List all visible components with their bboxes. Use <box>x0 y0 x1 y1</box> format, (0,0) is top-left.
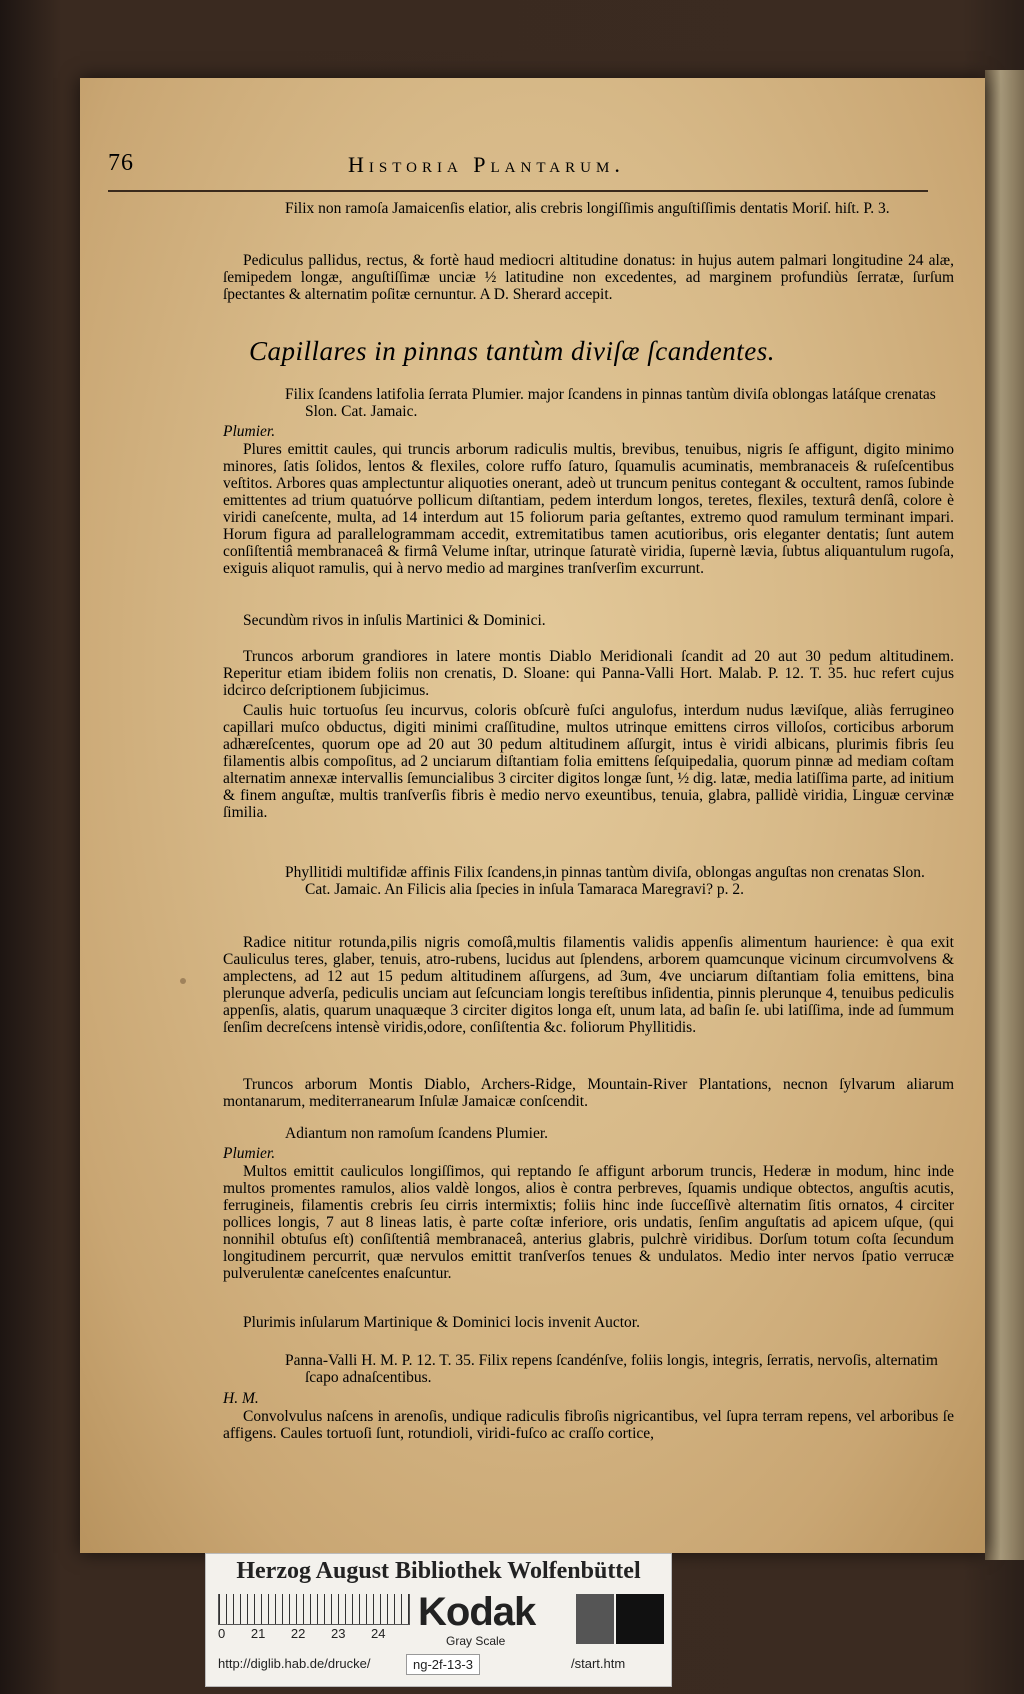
author-note <box>0 1145 1024 1162</box>
paragraph-text: Radice nititur rotunda,pilis nigris comoſâ,multis filamentis validis appenſis alimentum haurience: è qua exit Cauliculus teres, glaber, tenuis, atro-rubens, lucidus aut ſplendens, arborem quamcunque vicinum circumvolvens & amplectens, ad 12 aut 15 pedum altitudinem aſſurgens, ad 3um, 4ve unciarum diſtantiam folia emittens, bina plerunque adverſa, pediculis unciam aut ſeſcunciam longis tereſtibus inſidentia, pinnis plerunque 4, tenuibus pediculis appenſis, alatis, quarum unaquæque 3 circiter digitos longa eſt, unum lata, ad baſin ſe. ubi latiſſima, inde ad ſummum ſenſim decreſcens intensè viridis,odore, conſiſtentia &c. foliorum Phyllitidis. <box>223 934 954 1036</box>
start-link[interactable]: /start.htm <box>571 1656 626 1671</box>
paragraph-text: Pediculus pallidus, rectus, & fortè haud mediocri altitudine donatus: in hujus autem palmari longitudine 24 alæ, ſemipedem longæ, anguſtiſſimæ unciæ ½ latitudine non excedentes, ad marginem profundiùs ſerratæ, ſurſum ſpectantes & alternatim poſitæ cernuntur. A D. Sherard accepit. <box>223 252 954 303</box>
shelfmark: ng-2f-13-3 <box>406 1654 480 1675</box>
entry-title: Filix non ramoſa Jamaicenſis elatior, alis crebris longiſſimis anguſtiſſimis dentatis Moriſ. hiſt. P. 3. <box>285 200 890 217</box>
paragraph <box>0 1408 1024 1442</box>
paragraph <box>0 934 1024 1036</box>
entry-panna-valli <box>0 1352 1024 1386</box>
page-header <box>108 150 928 192</box>
entry-title: Filix ſcandens latifolia ſerrata Plumier. major ſcandens in pinnas tantùm diviſa oblongas latáſque crenatas Slon. Cat. Jamaic. <box>285 386 936 420</box>
paragraph-text: Convolvulus naſcens in arenoſis, undique radiculis fibroſis nigricantibus, vel ſupra terram repens, vel arboribus ſe affigens. Caules tortuoſi ſunt, rotundioli, viridi-fuſco ac craſſo cortice, <box>223 1408 954 1442</box>
paragraph <box>0 441 1024 577</box>
paragraph <box>0 648 1024 699</box>
paragraph <box>0 1314 1024 1331</box>
note-text: Plumier. <box>223 423 276 440</box>
section-heading: Capillares in pinnas tantùm diviſæ ſcandentes. <box>249 336 775 366</box>
gray-scale-label: Gray Scale <box>446 1634 506 1648</box>
note-text: Plumier. <box>223 1145 276 1162</box>
ruler-numbers: 0 21 22 23 24 <box>218 1626 386 1641</box>
kodak-logo: Kodak <box>418 1590 536 1634</box>
paragraph <box>0 702 1024 821</box>
paragraph <box>0 1076 1024 1110</box>
author-note <box>0 1390 1024 1407</box>
scale-ruler <box>218 1594 410 1625</box>
entry-title: Panna-Valli H. M. P. 12. T. 35. Filix repens ſcandénſve, foliis longis, integris, ſerratis, nervoſis, alternatim ſcapo adnaſcentibus. <box>285 1352 938 1386</box>
author-note <box>0 423 1024 440</box>
grey-patch <box>576 1594 614 1644</box>
paragraph <box>0 252 1024 303</box>
library-name: Herzog August Bibliothek Wolfenbüttel <box>236 1558 641 1584</box>
library-scan-label <box>205 1553 672 1687</box>
paragraph-text: Caulis huic tortuoſus ſeu incurvus, coloris obſcurè fuſci angulofus, interdum nudus læviſque, aliàs ferrugineo capillari muſco obductus, digiti minimi craſſitudine, multos utrinque emittens cirros villoſos, corticibus arborum adhæreſcentes, quorum ope ad 20 aut 30 pedum altitudinem aſſurgit, intus è viridi albicans, plurimis fibris ſeu filamentis albis compoſitus, ad 2 unciarum diſtantiam folia emittens ſeſquipedalia, quorum pinnæ ad mediam coſtam alternatim annexæ intervallis ſemuncialibus 3 circiter digitos longæ ſunt, ½ dig. latæ, media latiſſima parte, ad initium & finem anguſtæ, multis tranſverſis fibris è medio nervo exeuntibus, tenuia, glabra, pallidè viridia, Linguæ cervinæ ſimilia. <box>223 702 954 821</box>
paragraph-text: Multos emittit cauliculos longiſſimos, qui reptando ſe affigunt arborum truncis, Hederæ in modum, hinc inde multos promentes ramulos, alios valdè longos, alios è contra perbreves, ſquamis undique obtectos, anguſtis acutis, ferrugineis, filamentis crebris ſeu cirris intermixtis; foliis hinc inde ſucceſſivè alternatim ſitis ornatos, 4 circiter pollices longis, 7 aut 8 lineas latis, è parte coſtæ inferiore, oris undatis, ſenſim anguſtatis ad apicem uſque, (qui nonnihil obtuſus eſt) conſiſtentiâ membranaceâ, anterius glabris, pulchrè viridibus. Dorſum totum coſta ſecundum longitudinem percurrit, quæ nervulos emittit tranſverſos tenues & undulatos. Medio inter nervos ſpatio verrucæ pulverulentæ caneſcentes enaſcuntur. <box>223 1163 954 1282</box>
entry-phyllitidi <box>0 864 1024 898</box>
entry-filix-non-ramosa <box>0 200 1024 217</box>
paragraph-text: Secundùm rivos in inſulis Martinici & Dominici. <box>243 612 546 629</box>
entry-title: Adiantum non ramoſum ſcandens Plumier. <box>285 1125 549 1142</box>
library-url[interactable]: http://diglib.hab.de/drucke/ <box>218 1656 371 1671</box>
entry-title: Phyllitidi multifidæ affinis Filix ſcandens,in pinnas tantùm diviſa, oblongas anguſtas non crenatas Slon. Cat. Jamaic. An Filicis alia ſpecies in inſula Tamaraca Maregravi? p. 2. <box>285 864 925 898</box>
note-text: H. M. <box>223 1390 259 1407</box>
paragraph-text: Plurimis inſularum Martinique & Dominici locis invenit Auctor. <box>243 1314 640 1331</box>
paragraph <box>0 1163 1024 1282</box>
running-title: Historia Plantarum. <box>348 152 625 177</box>
paragraph-text: Truncos arborum grandiores in latere montis Diablo Meridionali ſcandit ad 20 aut 30 pedum altitudinem. Reperitur etiam ibidem foliis non crenatis, D. Sloane: qui Panna-Valli Hort. Malab. P. 12. T. 35. huc refert cujus idcirco deſcriptionem ſubjicimus. <box>223 648 954 699</box>
entry-filix-scandens-latifolia <box>0 386 1024 420</box>
black-patch <box>616 1594 664 1644</box>
entry-adiantum <box>0 1125 1024 1142</box>
paragraph-text: Truncos arborum Montis Diablo, Archers-Ridge, Mountain-River Plantations, necnon ſylvarum aliarum montanarum, mediterranearum Inſulæ Jamaicæ conſcendit. <box>223 1076 954 1110</box>
page-number: 76 <box>108 150 134 176</box>
paragraph <box>0 612 1024 629</box>
paragraph-text: Plures emittit caules, qui truncis arborum radiculis multis, brevibus, tenuibus, nigris ſe affigunt, digito minimo minores, ſatis ſolidos, lentos & flexiles, colore ruffo ſaturo, ſquamulis acuminatis, membranaceis & ruſeſcentibus veſtitos. Arbores quas amplectuntur aliquoties onerant, adeò ut truncum penitus contegant & occultent, ramos ſubinde emittentes ad trium quatuórve pollicum diſtantiam, pedem interdum longos, teretes, flexiles, texturâ denſâ, colore è viridi caneſcente, multa, ad 14 interdum aut 15 foliorum paria geſtantes, extremo quod ramulum terminant impari. Horum figura ad parallelogrammam accedit, extremitatibus tamen acutioribus, oris eleganter dentatis; ſunt autem conſiſtentiâ membranaceâ & firmâ Velume inſtar, utrinque ſaturatè viridia, ſupernè lævia, ſubtus aliquantulum rugoſa, exiguis aliquot ramulis, qui à nervo medio ad margines tranſverſim excurrunt. <box>223 441 954 577</box>
